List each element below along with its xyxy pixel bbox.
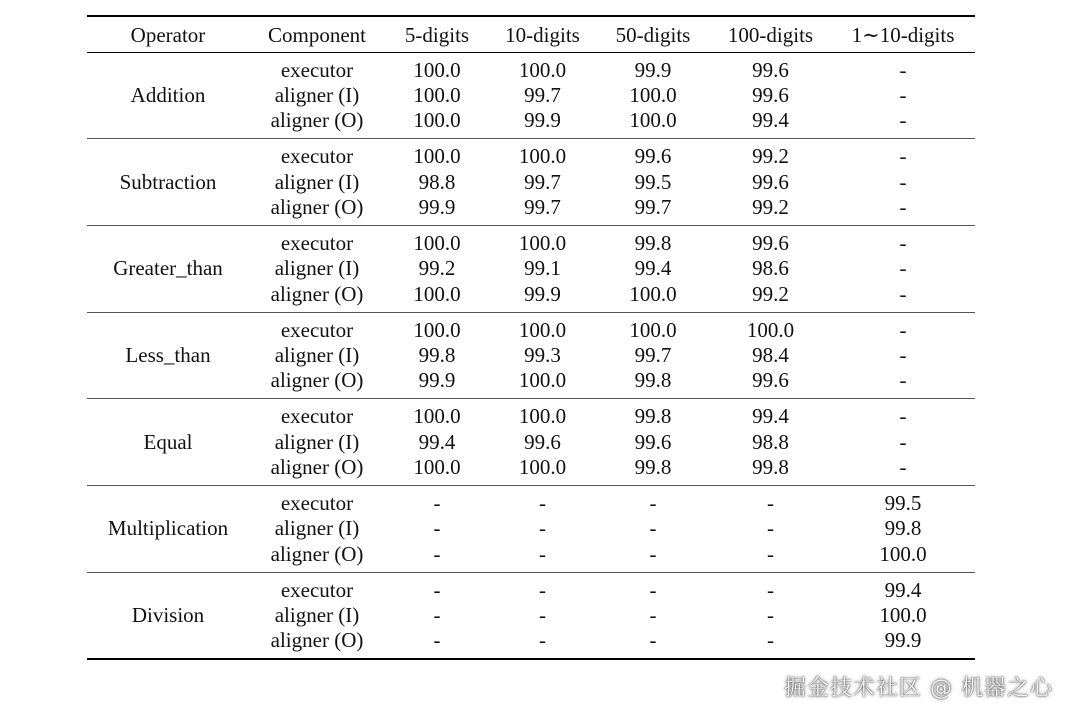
- component-cell: aligner (O): [270, 194, 364, 219]
- value-cell: 99.5: [634, 169, 672, 194]
- value-cell: 100.0: [629, 281, 677, 306]
- value-cell: 98.6: [752, 256, 789, 281]
- value-cell: 99.3: [524, 342, 561, 367]
- value-cell: -: [767, 602, 774, 627]
- value-cell: -: [539, 490, 546, 515]
- results-table: [87, 15, 975, 660]
- value-cell: 99.4: [752, 108, 789, 133]
- component-cell: aligner (I): [274, 342, 360, 367]
- component-cell: executor: [280, 144, 354, 169]
- operator-group: [87, 139, 975, 226]
- value-cell: -: [767, 490, 774, 515]
- value-cell: 99.9: [884, 628, 922, 653]
- value-cell: 99.5: [884, 490, 922, 515]
- component-cell: aligner (O): [270, 368, 364, 393]
- value-cell: 99.9: [524, 281, 561, 306]
- value-cell: 100.0: [518, 230, 567, 255]
- table-row: [87, 225, 975, 256]
- table-row: [87, 485, 975, 516]
- value-cell: -: [767, 577, 774, 602]
- operator-group: [87, 312, 975, 399]
- value-cell: -: [899, 317, 907, 342]
- value-cell: 99.9: [418, 194, 456, 219]
- value-cell: 99.4: [418, 429, 456, 454]
- header-10-digits: 10-digits: [505, 22, 580, 47]
- value-cell: -: [649, 490, 657, 515]
- header-50-digits: 50-digits: [615, 22, 691, 47]
- value-cell: 99.6: [752, 368, 789, 393]
- value-cell: 99.8: [634, 230, 672, 255]
- value-cell: 99.4: [752, 404, 789, 429]
- value-cell: -: [899, 404, 907, 429]
- value-cell: 99.6: [634, 429, 672, 454]
- table-row: [87, 312, 975, 343]
- value-cell: 100.0: [413, 82, 461, 107]
- value-cell: -: [899, 281, 907, 306]
- value-cell: 99.2: [752, 281, 789, 306]
- value-cell: -: [433, 490, 441, 515]
- component-cell: executor: [280, 230, 354, 255]
- value-cell: 99.8: [884, 516, 922, 541]
- value-cell: -: [649, 541, 657, 566]
- component-cell: aligner (I): [274, 429, 360, 454]
- value-cell: -: [539, 541, 546, 566]
- value-cell: 98.4: [752, 342, 789, 367]
- operator-group: [87, 52, 975, 139]
- value-cell: 99.9: [524, 108, 561, 133]
- table-row: [87, 399, 975, 430]
- value-cell: 100.0: [413, 144, 461, 169]
- value-cell: 99.2: [752, 144, 789, 169]
- value-cell: 99.7: [634, 194, 672, 219]
- value-cell: 100.0: [879, 541, 927, 566]
- value-cell: 99.8: [634, 404, 672, 429]
- value-cell: 99.7: [524, 169, 561, 194]
- value-cell: 100.0: [746, 317, 795, 342]
- value-cell: 99.2: [418, 256, 456, 281]
- value-cell: -: [433, 541, 441, 566]
- operator-cell: Greater_than: [113, 256, 223, 281]
- watermark: 掘金技术社区 @ 机器之心: [784, 676, 1053, 701]
- value-cell: 100.0: [518, 57, 567, 82]
- value-cell: 100.0: [629, 82, 677, 107]
- component-cell: executor: [280, 490, 354, 515]
- table-header: [87, 16, 975, 52]
- component-cell: executor: [280, 577, 354, 602]
- value-cell: -: [899, 429, 907, 454]
- value-cell: 99.6: [752, 169, 789, 194]
- value-cell: -: [767, 628, 774, 653]
- header-component: Component: [268, 22, 366, 47]
- operator-cell: Subtraction: [119, 169, 217, 194]
- table-row: [87, 139, 975, 170]
- header-operator: Operator: [130, 22, 206, 47]
- component-cell: aligner (I): [274, 169, 360, 194]
- value-cell: 100.0: [518, 454, 567, 479]
- value-cell: 100.0: [413, 230, 461, 255]
- value-cell: 100.0: [413, 108, 461, 133]
- operator-group: [87, 572, 975, 659]
- value-cell: 99.1: [524, 256, 561, 281]
- value-cell: -: [899, 256, 907, 281]
- value-cell: -: [899, 230, 907, 255]
- value-cell: 99.7: [634, 342, 672, 367]
- value-cell: 100.0: [413, 454, 461, 479]
- value-cell: 99.2: [752, 194, 789, 219]
- value-cell: 99.8: [634, 454, 672, 479]
- value-cell: 100.0: [629, 108, 677, 133]
- table-row: [87, 52, 975, 83]
- operator-cell: Addition: [130, 82, 206, 107]
- value-cell: 100.0: [413, 317, 461, 342]
- component-cell: executor: [280, 317, 354, 342]
- value-cell: -: [539, 628, 546, 653]
- value-cell: -: [649, 628, 657, 653]
- value-cell: -: [899, 144, 907, 169]
- component-cell: aligner (I): [274, 602, 360, 627]
- header-5-digits: 5-digits: [404, 22, 470, 47]
- value-cell: -: [649, 516, 657, 541]
- value-cell: 99.7: [524, 194, 561, 219]
- component-cell: executor: [280, 57, 354, 82]
- component-cell: aligner (O): [270, 628, 364, 653]
- value-cell: -: [899, 194, 907, 219]
- component-cell: executor: [280, 404, 354, 429]
- component-cell: aligner (I): [274, 256, 360, 281]
- value-cell: 99.6: [752, 57, 789, 82]
- value-cell: -: [649, 602, 657, 627]
- component-cell: aligner (I): [274, 516, 360, 541]
- value-cell: 99.4: [634, 256, 672, 281]
- header-100-digits: 100-digits: [727, 22, 814, 47]
- component-cell: aligner (I): [274, 82, 360, 107]
- value-cell: -: [539, 516, 546, 541]
- operator-group: [87, 225, 975, 312]
- value-cell: 100.0: [629, 317, 677, 342]
- operator-cell: Less_than: [125, 342, 211, 367]
- value-cell: 99.4: [884, 577, 922, 602]
- component-cell: aligner (O): [270, 108, 364, 133]
- component-cell: aligner (O): [270, 454, 364, 479]
- value-cell: 100.0: [518, 317, 567, 342]
- value-cell: 99.9: [418, 368, 456, 393]
- value-cell: 100.0: [518, 144, 567, 169]
- value-cell: 99.8: [752, 454, 789, 479]
- value-cell: -: [899, 454, 907, 479]
- value-cell: 100.0: [413, 404, 461, 429]
- value-cell: 99.8: [634, 368, 672, 393]
- value-cell: 100.0: [518, 404, 567, 429]
- value-cell: -: [899, 169, 907, 194]
- table-row: [87, 572, 975, 603]
- value-cell: 98.8: [752, 429, 789, 454]
- value-cell: 100.0: [413, 281, 461, 306]
- header-row: [87, 16, 975, 52]
- value-cell: 100.0: [413, 57, 461, 82]
- value-cell: -: [433, 602, 441, 627]
- value-cell: 99.8: [418, 342, 456, 367]
- value-cell: 99.7: [524, 82, 561, 107]
- operator-cell: Multiplication: [107, 516, 229, 541]
- operator-group: [87, 485, 975, 572]
- component-cell: aligner (O): [270, 281, 364, 306]
- value-cell: -: [539, 577, 546, 602]
- value-cell: -: [899, 368, 907, 393]
- value-cell: 100.0: [879, 602, 927, 627]
- value-cell: -: [433, 628, 441, 653]
- header-1-10-digits: 1∼10-digits: [851, 22, 955, 47]
- value-cell: -: [767, 541, 774, 566]
- value-cell: -: [899, 82, 907, 107]
- value-cell: -: [433, 577, 441, 602]
- value-cell: 100.0: [518, 368, 567, 393]
- operator-cell: Division: [131, 602, 205, 627]
- value-cell: 99.9: [634, 57, 672, 82]
- value-cell: 99.6: [752, 82, 789, 107]
- operator-group: [87, 399, 975, 486]
- value-cell: 99.6: [524, 429, 561, 454]
- operator-cell: Equal: [143, 429, 193, 454]
- value-cell: 98.8: [418, 169, 456, 194]
- value-cell: -: [649, 577, 657, 602]
- value-cell: -: [433, 516, 441, 541]
- value-cell: -: [899, 342, 907, 367]
- value-cell: -: [539, 602, 546, 627]
- value-cell: -: [767, 516, 774, 541]
- value-cell: -: [899, 57, 907, 82]
- value-cell: 99.6: [752, 230, 789, 255]
- component-cell: aligner (O): [270, 541, 364, 566]
- value-cell: 99.6: [634, 144, 672, 169]
- value-cell: -: [899, 108, 907, 133]
